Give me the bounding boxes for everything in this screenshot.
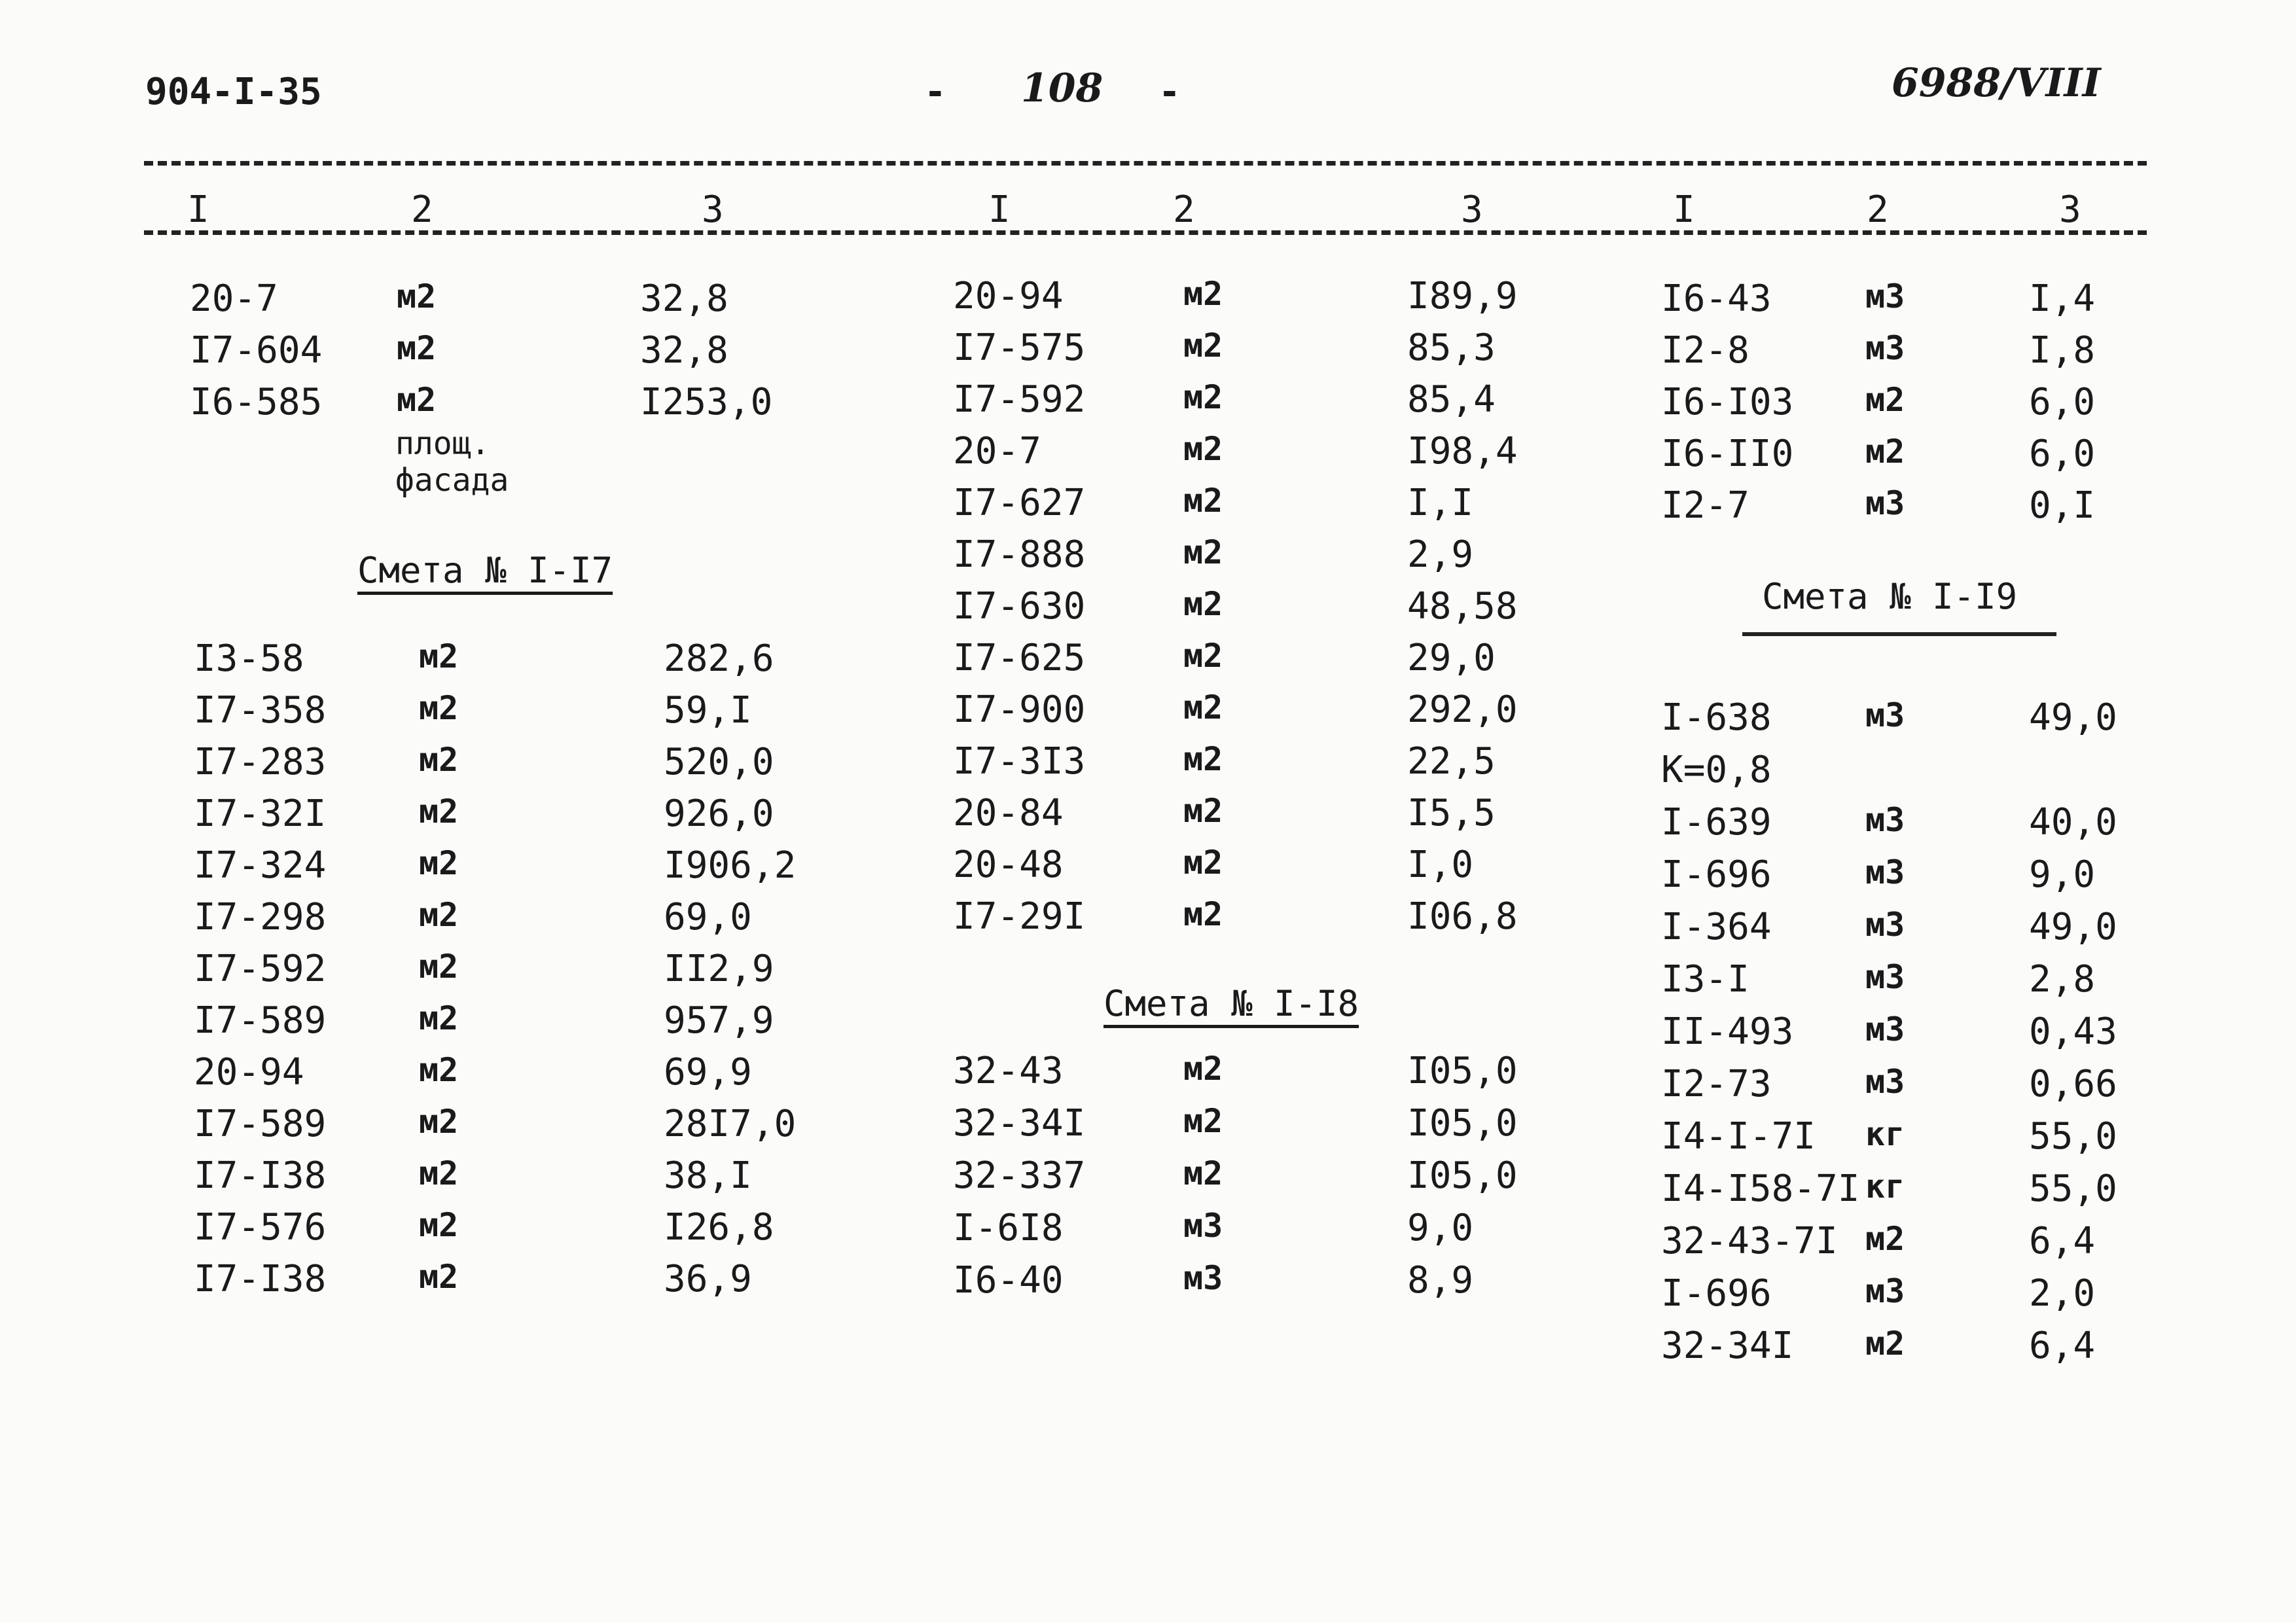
item-code: I7-298 bbox=[194, 896, 327, 938]
item-code: I2-7 bbox=[1661, 484, 1749, 527]
item-quantity: 69,0 bbox=[664, 896, 752, 938]
item-unit: м2 bbox=[1183, 585, 1223, 623]
item-quantity: 40,0 bbox=[2029, 801, 2117, 844]
item-unit: м2 bbox=[1865, 381, 1905, 419]
item-unit: м2 bbox=[1183, 275, 1223, 313]
page-number: 108 bbox=[1021, 65, 1103, 111]
item-unit: м2 bbox=[1183, 740, 1223, 778]
item-unit: м2 bbox=[1183, 1102, 1223, 1140]
item-unit: м2 bbox=[1183, 533, 1223, 571]
item-quantity: 520,0 bbox=[664, 741, 774, 783]
item-unit: м2 bbox=[419, 1206, 459, 1244]
item-quantity: I,I bbox=[1407, 482, 1474, 524]
item-unit: м2 bbox=[1183, 1050, 1223, 1088]
item-unit: м2 bbox=[1865, 1325, 1905, 1363]
col-num-3b: 3 bbox=[1461, 188, 1483, 231]
item-quantity: I06,8 bbox=[1407, 895, 1518, 938]
item-code: I-364 bbox=[1661, 906, 1772, 948]
item-code: I7-3I3 bbox=[953, 740, 1086, 783]
item-code: I-638 bbox=[1661, 696, 1772, 739]
item-code: I-639 bbox=[1661, 801, 1772, 844]
item-code: 32-34I bbox=[953, 1102, 1086, 1145]
item-code: 20-84 bbox=[953, 792, 1064, 834]
item-code: I7-900 bbox=[953, 688, 1086, 731]
item-quantity: 282,6 bbox=[664, 637, 774, 680]
item-code: II-493 bbox=[1661, 1010, 1794, 1053]
item-quantity: 28I7,0 bbox=[664, 1103, 797, 1145]
item-unit: м3 bbox=[1865, 1010, 1905, 1048]
item-unit: м2 bbox=[397, 277, 437, 315]
item-quantity: 55,0 bbox=[2029, 1168, 2117, 1210]
item-unit: м3 bbox=[1183, 1207, 1223, 1245]
item-quantity: I89,9 bbox=[1407, 275, 1518, 317]
document-code: 904-I-35 bbox=[145, 71, 322, 113]
item-quantity: I98,4 bbox=[1407, 430, 1518, 473]
item-unit: м3 bbox=[1865, 696, 1905, 734]
item-code: К=0,8 bbox=[1661, 749, 1772, 791]
item-unit: м2 bbox=[419, 844, 459, 882]
item-code: I7-32I bbox=[194, 793, 327, 835]
item-code: I7-576 bbox=[194, 1206, 327, 1249]
item-code: I7-604 bbox=[190, 329, 323, 372]
item-quantity: I26,8 bbox=[664, 1206, 774, 1249]
col-num-3c: 3 bbox=[2059, 188, 2081, 231]
smeta-title-1-19: Смета № I-I9 bbox=[1762, 576, 2018, 617]
item-quantity: 49,0 bbox=[2029, 696, 2117, 739]
item-code: I7-592 bbox=[194, 948, 327, 990]
item-quantity: 6,0 bbox=[2029, 433, 2096, 475]
col-num-2c: 2 bbox=[1867, 188, 1889, 231]
item-unit: м2 bbox=[1183, 844, 1223, 882]
item-quantity: II2,9 bbox=[664, 948, 774, 990]
item-unit: м3 bbox=[1183, 1259, 1223, 1297]
item-unit: м3 bbox=[1865, 853, 1905, 891]
item-quantity: I,8 bbox=[2029, 329, 2096, 372]
item-code: I6-I03 bbox=[1661, 381, 1794, 423]
item-quantity: 6,4 bbox=[2029, 1325, 2096, 1367]
item-code: 20-48 bbox=[953, 844, 1064, 886]
item-quantity: 38,I bbox=[664, 1154, 752, 1197]
item-unit: м2 bbox=[1183, 1154, 1223, 1192]
item-unit: м2 bbox=[1865, 1220, 1905, 1258]
item-code: I7-283 bbox=[194, 741, 327, 783]
item-quantity: 926,0 bbox=[664, 793, 774, 835]
item-code: I7-29I bbox=[953, 895, 1086, 938]
table-top-rule bbox=[144, 161, 2147, 166]
item-unit: м2 bbox=[419, 948, 459, 986]
item-code: I7-358 bbox=[194, 689, 327, 732]
item-unit: м2 bbox=[397, 329, 437, 367]
item-code: I-696 bbox=[1661, 1272, 1772, 1315]
item-quantity: 29,0 bbox=[1407, 637, 1496, 679]
item-code: I7-I38 bbox=[194, 1154, 327, 1197]
item-code: I7-589 bbox=[194, 999, 327, 1042]
item-quantity: 59,I bbox=[664, 689, 752, 732]
item-code: I2-8 bbox=[1661, 329, 1749, 372]
item-quantity: 6,4 bbox=[2029, 1220, 2096, 1262]
item-quantity: I253,0 bbox=[640, 381, 773, 423]
item-code: I6-II0 bbox=[1661, 433, 1794, 475]
item-unit: м3 bbox=[1865, 801, 1905, 839]
item-quantity: 36,9 bbox=[664, 1258, 752, 1300]
page-number-dash-right: - bbox=[1158, 71, 1181, 113]
item-code: I2-73 bbox=[1661, 1063, 1772, 1105]
item-quantity: I,4 bbox=[2029, 277, 2096, 320]
item-code: 20-94 bbox=[194, 1051, 304, 1094]
item-unit: кг bbox=[1865, 1115, 1905, 1153]
item-unit: м2 bbox=[1183, 430, 1223, 468]
item-code: I3-I bbox=[1661, 958, 1749, 1001]
item-code: I7-630 bbox=[953, 585, 1086, 628]
item-quantity: 957,9 bbox=[664, 999, 774, 1042]
item-code: I6-585 bbox=[190, 381, 323, 423]
sheet-number: 6988/VIII bbox=[1892, 60, 2101, 106]
item-code: 20-7 bbox=[953, 430, 1041, 473]
item-quantity: 48,58 bbox=[1407, 585, 1518, 628]
smeta-title-1-17: Смета № I-I7 bbox=[357, 550, 613, 591]
item-quantity: 2,9 bbox=[1407, 533, 1474, 576]
item-code: 32-43-7I bbox=[1661, 1220, 1838, 1262]
item-unit: м2 bbox=[1183, 637, 1223, 675]
item-unit: м2 bbox=[419, 1051, 459, 1089]
item-quantity: I,0 bbox=[1407, 844, 1474, 886]
item-quantity: 2,8 bbox=[2029, 958, 2096, 1001]
item-code: 32-337 bbox=[953, 1154, 1086, 1197]
smeta-title-1-19-underline bbox=[1742, 632, 2056, 636]
item-unit: м3 bbox=[1865, 329, 1905, 367]
col-num-2b: 2 bbox=[1173, 188, 1195, 231]
item-code: I3-58 bbox=[194, 637, 304, 680]
item-code: I6-43 bbox=[1661, 277, 1772, 320]
item-code: I4-I-7I bbox=[1661, 1115, 1816, 1158]
item-quantity: 85,4 bbox=[1407, 378, 1496, 421]
item-quantity: 22,5 bbox=[1407, 740, 1496, 783]
item-unit: м3 bbox=[1865, 277, 1905, 315]
item-unit: м3 bbox=[1865, 1063, 1905, 1101]
item-quantity: 0,I bbox=[2029, 484, 2096, 527]
item-unit: м3 bbox=[1865, 958, 1905, 996]
item-unit: м2 bbox=[419, 1258, 459, 1296]
item-unit: м3 bbox=[1865, 906, 1905, 944]
item-code: 20-7 bbox=[190, 277, 278, 320]
item-unit: кг bbox=[1865, 1168, 1905, 1205]
item-quantity: 32,8 bbox=[640, 329, 728, 372]
item-code: I-6I8 bbox=[953, 1207, 1064, 1249]
item-quantity: I05,0 bbox=[1407, 1102, 1518, 1145]
item-code: I7-589 bbox=[194, 1103, 327, 1145]
item-quantity: 0,66 bbox=[2029, 1063, 2117, 1105]
item-quantity: 55,0 bbox=[2029, 1115, 2117, 1158]
col-num-1b: I bbox=[988, 188, 1011, 231]
item-code: I6-40 bbox=[953, 1259, 1064, 1302]
item-quantity: 32,8 bbox=[640, 277, 728, 320]
item-unit: м3 bbox=[1865, 484, 1905, 522]
item-unit: м2 bbox=[419, 896, 459, 934]
item-unit: м2 bbox=[1183, 688, 1223, 726]
item-unit: м3 bbox=[1865, 1272, 1905, 1310]
item-unit: м2 bbox=[1865, 433, 1905, 471]
item-quantity: 85,3 bbox=[1407, 327, 1496, 369]
item-quantity: 69,9 bbox=[664, 1051, 752, 1094]
page-number-dash-left: - bbox=[924, 71, 946, 113]
item-unit: м2 bbox=[1183, 378, 1223, 416]
item-unit: м2 bbox=[419, 1103, 459, 1141]
item-unit: м2 bbox=[419, 793, 459, 830]
item-unit: м2 bbox=[1183, 792, 1223, 830]
item-code: I7-625 bbox=[953, 637, 1086, 679]
item-quantity: 0,43 bbox=[2029, 1010, 2117, 1053]
item-code: I7-627 bbox=[953, 482, 1086, 524]
facade-area-note: площ. фасада bbox=[395, 425, 509, 499]
item-code: I4-I58-7I bbox=[1661, 1168, 1860, 1210]
smeta-title-1-18: Смета № I-I8 bbox=[1103, 983, 1359, 1024]
item-quantity: 8,9 bbox=[1407, 1259, 1474, 1302]
item-unit: м2 bbox=[419, 689, 459, 727]
item-unit: м2 bbox=[419, 1154, 459, 1192]
item-code: I7-I38 bbox=[194, 1258, 327, 1300]
item-unit: м2 bbox=[419, 637, 459, 675]
col-num-1c: I bbox=[1673, 188, 1695, 231]
item-code: I7-888 bbox=[953, 533, 1086, 576]
item-quantity: 292,0 bbox=[1407, 688, 1518, 731]
item-quantity: 2,0 bbox=[2029, 1272, 2096, 1315]
item-quantity: I05,0 bbox=[1407, 1050, 1518, 1092]
item-quantity: 9,0 bbox=[1407, 1207, 1474, 1249]
col-num-3a: 3 bbox=[702, 188, 724, 231]
item-unit: м2 bbox=[419, 741, 459, 779]
col-num-1a: I bbox=[187, 188, 209, 231]
item-unit: м2 bbox=[397, 381, 437, 419]
table-header-rule bbox=[144, 230, 2147, 235]
item-quantity: I906,2 bbox=[664, 844, 797, 887]
item-code: 20-94 bbox=[953, 275, 1064, 317]
item-code: I7-324 bbox=[194, 844, 327, 887]
item-quantity: 6,0 bbox=[2029, 381, 2096, 423]
item-code: 32-34I bbox=[1661, 1325, 1794, 1367]
item-code: I7-592 bbox=[953, 378, 1086, 421]
item-unit: м2 bbox=[1183, 327, 1223, 365]
item-code: I-696 bbox=[1661, 853, 1772, 896]
item-unit: м2 bbox=[419, 999, 459, 1037]
item-code: I7-575 bbox=[953, 327, 1086, 369]
item-code: 32-43 bbox=[953, 1050, 1064, 1092]
item-quantity: I05,0 bbox=[1407, 1154, 1518, 1197]
item-quantity: 49,0 bbox=[2029, 906, 2117, 948]
item-quantity: 9,0 bbox=[2029, 853, 2096, 896]
item-quantity: I5,5 bbox=[1407, 792, 1496, 834]
col-num-2a: 2 bbox=[411, 188, 433, 231]
item-unit: м2 bbox=[1183, 895, 1223, 933]
item-unit: м2 bbox=[1183, 482, 1223, 520]
